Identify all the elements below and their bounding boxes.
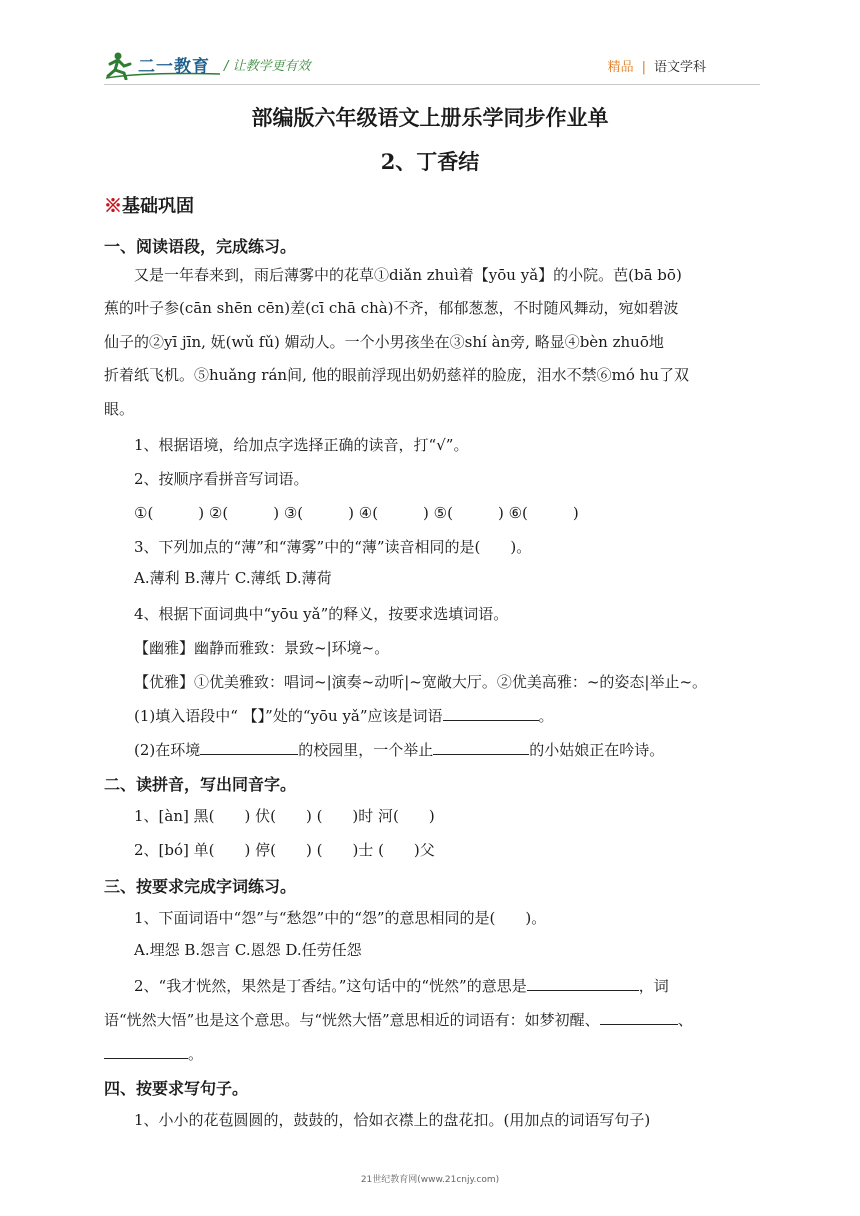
dict-entry-youya-2: 【优雅】①优美雅致：唱词~|演奏~动听|~宽敞大厅。②优美高雅：~的姿态|举止~。 (134, 673, 708, 691)
q1-heading: 一、阅读语段，完成练习。 (104, 237, 297, 256)
answer-blank[interactable] (600, 1010, 678, 1025)
answer-blank[interactable] (443, 706, 539, 721)
q3-sub2-line1: 2、“我才恍然，果然是丁香结。”这句话中的“恍然”的意思是 ，词 (134, 977, 669, 995)
page-header (104, 48, 760, 88)
q1-fill1: (1)填入语段中“ 【】”处的“yōu yǎ”应该是词语 。 (134, 707, 554, 725)
q1-sub2-blanks[interactable]: ①( ) ②( ) ③( ) ④( ) ⑤( ) ⑥( ) (134, 504, 579, 522)
q3-heading: 三、按要求完成字词练习。 (104, 877, 297, 896)
passage-line: 眼。 (104, 400, 135, 418)
reference-mark-icon: ※ (104, 196, 122, 217)
q4-heading: 四、按要求写句子。 (104, 1079, 249, 1098)
passage-line: 又是一年春来到，雨后薄雾中的花草①diǎn zhuì着【yōu yǎ】的小院。芭(bā bō) (134, 266, 682, 284)
q1-sub3-options[interactable]: A.薄利 B.薄片 C.薄纸 D.薄荷 (134, 569, 332, 587)
footer-source: 21世纪教育网(www.21cnjy.com) (360, 1175, 500, 1185)
subject-tag: 语文学科 (653, 60, 706, 75)
q1-sub4: 4、根据下面词典中“yōu yǎ”的释义，按要求选填词语。 (134, 605, 509, 623)
answer-blank[interactable] (104, 1044, 188, 1059)
q3-sub2-line3: 。 (104, 1044, 760, 1064)
q3-sub1: 1、下面词语中“怨”与“愁怨”中的“怨”的意思相同的是( )。 (134, 909, 547, 927)
q2-row1[interactable]: 1、[àn] 黑( ) 伏( ) ( )时 河( ) (134, 807, 435, 825)
q1-fill2: (2)在环境 的校园里，一个举止 的小姑娘正在吟诗。 (134, 741, 665, 759)
q4-sub1: 1、小小的花苞圆圆的，鼓鼓的，恰如衣襟上的盘花扣。(用加点的词语写句子) (134, 1111, 651, 1129)
logo-text: 二一教育 (138, 57, 210, 77)
q1-sub3: 3、下列加点的“薄”和“薄雾”中的“薄”读音相同的是( )。 (134, 538, 532, 556)
slogan: / 让教学更有效 (224, 59, 311, 74)
q2-heading: 二、读拼音，写出同音字。 (104, 775, 297, 794)
page-title: 部编版六年级语文上册乐学同步作业单 (251, 105, 609, 130)
q3-sub2-line2: 语“恍然大悟”也是这个意思。与“恍然大悟”意思相近的词语有：如梦初醒、 、 (104, 1011, 693, 1029)
premium-tag: 精品 (607, 60, 634, 75)
q1-sub2: 2、按顺序看拼音写词语。 (134, 470, 309, 488)
section-basic-heading: ※基础巩固 (104, 196, 194, 217)
q2-row2[interactable]: 2、[bó] 单( ) 停( ) ( )士 ( )父 (134, 841, 435, 859)
subject-tags (608, 56, 706, 75)
q1-sub1: 1、根据语境，给加点字选择正确的读音，打“√”。 (134, 436, 469, 454)
answer-blank[interactable] (433, 740, 529, 755)
lesson-title: 2、丁香结 (380, 149, 480, 174)
dict-entry-youya-1: 【幽雅】幽静而雅致：景致~|环境~。 (134, 639, 390, 657)
q3-sub1-options[interactable]: A.埋怨 B.怨言 C.恩怨 D.任劳任怨 (134, 941, 362, 959)
header-divider (104, 84, 760, 85)
passage-line: 仙子的②yī jīn, 妩(wǔ fǔ) 媚动人。一个小男孩坐在③shí àn旁, 略显④bèn zhuō地 (104, 333, 664, 351)
answer-blank[interactable] (200, 740, 298, 755)
tag-separator: | (641, 60, 646, 75)
passage-line: 蕉的叶子参(cān shēn cēn)差(cī chā chà)不齐，郁郁葱葱，不时随风舞动，宛如碧波 (104, 299, 679, 317)
passage-line: 折着纸飞机。⑤huǎng rán间, 他的眼前浮现出奶奶慈祥的脸庞，泪水不禁⑥mó hu了双 (104, 366, 689, 384)
answer-blank[interactable] (527, 976, 639, 991)
